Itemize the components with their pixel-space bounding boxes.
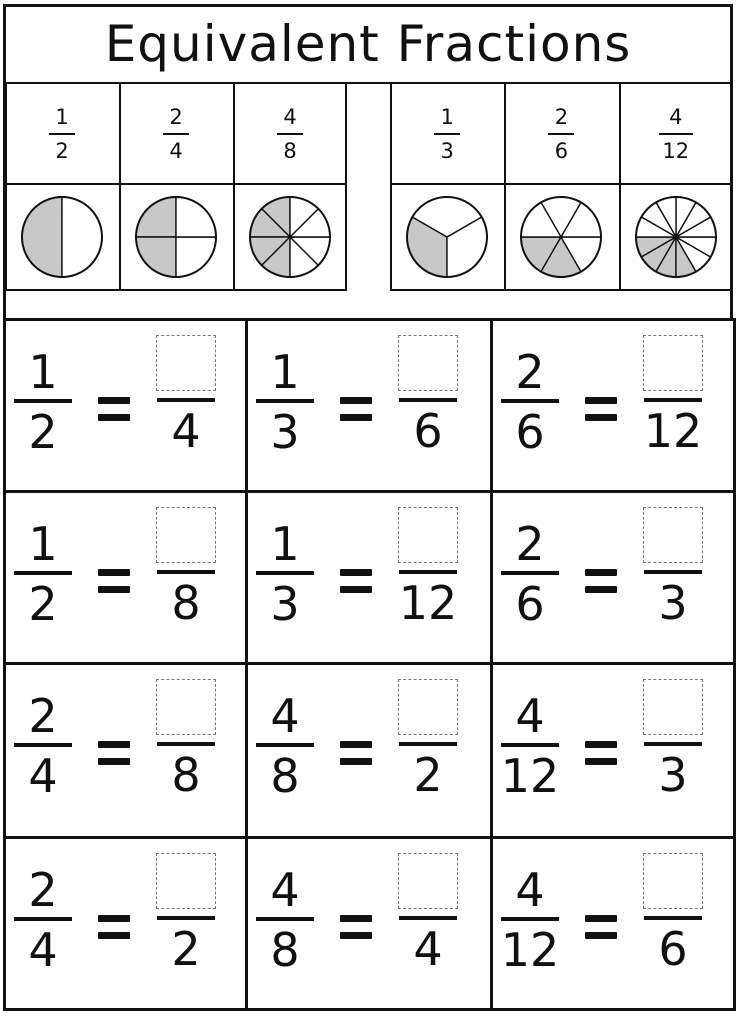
given-fraction bbox=[253, 345, 317, 459]
rule-line bbox=[390, 289, 733, 291]
equals-sign bbox=[98, 397, 130, 421]
denominator: 8 bbox=[171, 748, 201, 802]
rule-line bbox=[390, 183, 733, 185]
rule-line bbox=[119, 82, 121, 291]
given-fraction bbox=[11, 689, 75, 803]
answer-box[interactable] bbox=[643, 335, 703, 391]
fraction-bar bbox=[157, 916, 215, 920]
rule-line bbox=[5, 289, 347, 291]
rule-line bbox=[3, 82, 733, 84]
rule-line bbox=[345, 82, 347, 291]
answer-fraction bbox=[641, 507, 705, 630]
equals-sign bbox=[340, 915, 372, 939]
fraction-bar bbox=[14, 917, 72, 921]
fraction-bar bbox=[256, 399, 314, 403]
denominator: 8 bbox=[171, 576, 201, 630]
rule-line bbox=[3, 318, 733, 321]
answer-fraction bbox=[641, 853, 705, 976]
denominator: 3 bbox=[658, 748, 688, 802]
equivalence-problem bbox=[493, 493, 733, 662]
rule-line bbox=[3, 836, 733, 839]
equivalence-problem bbox=[493, 839, 733, 1008]
given-fraction bbox=[498, 689, 562, 803]
rule-line bbox=[3, 662, 733, 665]
numerator: 4 bbox=[283, 105, 297, 129]
fraction-bar bbox=[157, 742, 215, 746]
given-fraction bbox=[11, 517, 75, 631]
denominator: 8 bbox=[270, 923, 300, 977]
denominator: 12 bbox=[500, 923, 560, 977]
equals-sign bbox=[98, 569, 130, 593]
given-fraction bbox=[253, 689, 317, 803]
denominator: 4 bbox=[413, 922, 443, 976]
fraction-bar bbox=[163, 133, 189, 135]
rule-line bbox=[3, 490, 733, 493]
fraction-bar bbox=[659, 133, 693, 135]
answer-fraction bbox=[396, 507, 460, 630]
fraction-bar bbox=[644, 742, 702, 746]
denominator: 4 bbox=[171, 404, 201, 458]
rule-line bbox=[504, 82, 506, 291]
rule-line bbox=[731, 82, 733, 291]
answer-box[interactable] bbox=[398, 853, 458, 909]
numerator: 1 bbox=[55, 105, 69, 129]
given-fraction bbox=[253, 517, 317, 631]
answer-box[interactable] bbox=[156, 507, 216, 563]
answer-box[interactable] bbox=[398, 679, 458, 735]
answer-box[interactable] bbox=[398, 335, 458, 391]
denominator: 2 bbox=[28, 405, 58, 459]
answer-box[interactable] bbox=[643, 679, 703, 735]
fraction-circle-model bbox=[404, 194, 490, 280]
given-fraction bbox=[253, 863, 317, 977]
fraction-bar bbox=[501, 743, 559, 747]
fraction-bar bbox=[256, 743, 314, 747]
equivalence-problem bbox=[6, 321, 245, 490]
numerator: 2 bbox=[515, 517, 545, 571]
fraction-circle-model bbox=[633, 194, 719, 280]
denominator: 6 bbox=[515, 405, 545, 459]
answer-fraction bbox=[641, 335, 705, 458]
answer-box[interactable] bbox=[156, 853, 216, 909]
denominator: 6 bbox=[413, 404, 443, 458]
equals-sign bbox=[340, 741, 372, 765]
fraction-circle-model bbox=[247, 194, 333, 280]
answer-box[interactable] bbox=[643, 507, 703, 563]
equals-sign bbox=[585, 915, 617, 939]
fraction-bar bbox=[399, 398, 457, 402]
denominator: 2 bbox=[413, 748, 443, 802]
answer-box[interactable] bbox=[643, 853, 703, 909]
equivalence-problem bbox=[248, 839, 490, 1008]
fraction-bar bbox=[399, 570, 457, 574]
equals-sign bbox=[98, 915, 130, 939]
denominator: 4 bbox=[28, 749, 58, 803]
fraction-bar bbox=[644, 570, 702, 574]
answer-box[interactable] bbox=[156, 679, 216, 735]
numerator: 2 bbox=[28, 689, 58, 743]
numerator: 1 bbox=[270, 345, 300, 399]
fraction-bar bbox=[157, 570, 215, 574]
denominator: 3 bbox=[270, 577, 300, 631]
reference-fraction bbox=[156, 107, 196, 162]
numerator: 1 bbox=[28, 345, 58, 399]
answer-fraction bbox=[154, 853, 218, 976]
denominator: 2 bbox=[28, 577, 58, 631]
fraction-bar bbox=[14, 399, 72, 403]
answer-fraction bbox=[154, 507, 218, 630]
rule-line bbox=[619, 82, 621, 291]
numerator: 4 bbox=[669, 105, 683, 129]
equivalence-problem bbox=[248, 493, 490, 662]
denominator: 3 bbox=[270, 405, 300, 459]
numerator: 2 bbox=[169, 105, 183, 129]
numerator: 1 bbox=[440, 105, 454, 129]
denominator: 12 bbox=[398, 576, 458, 630]
numerator: 4 bbox=[515, 689, 545, 743]
equivalence-problem bbox=[248, 321, 490, 490]
denominator: 6 bbox=[658, 922, 688, 976]
answer-fraction bbox=[396, 335, 460, 458]
answer-fraction bbox=[154, 679, 218, 802]
equals-sign bbox=[585, 741, 617, 765]
fraction-bar bbox=[14, 571, 72, 575]
given-fraction bbox=[498, 863, 562, 977]
numerator: 4 bbox=[270, 689, 300, 743]
denominator: 12 bbox=[500, 749, 560, 803]
rule-line bbox=[245, 318, 248, 1011]
rule-line bbox=[3, 318, 6, 1011]
reference-fraction bbox=[270, 107, 310, 162]
denominator: 8 bbox=[270, 749, 300, 803]
denominator: 12 bbox=[662, 139, 690, 163]
given-fraction bbox=[498, 517, 562, 631]
equivalence-problem bbox=[493, 321, 733, 490]
reference-fraction bbox=[541, 107, 581, 162]
fraction-circle-model bbox=[518, 194, 604, 280]
worksheet-title: Equivalent Fractions bbox=[104, 15, 632, 73]
equals-sign bbox=[585, 397, 617, 421]
denominator: 6 bbox=[554, 139, 569, 163]
fraction-bar bbox=[256, 917, 314, 921]
rule-line bbox=[5, 183, 347, 185]
answer-fraction bbox=[641, 679, 705, 802]
denominator: 2 bbox=[171, 922, 201, 976]
fraction-circle-model bbox=[133, 194, 219, 280]
equals-sign bbox=[98, 741, 130, 765]
equivalence-problem bbox=[6, 839, 245, 1008]
equivalence-problem bbox=[248, 665, 490, 836]
shaded-slice bbox=[22, 197, 62, 277]
numerator: 2 bbox=[554, 105, 569, 129]
fraction-bar bbox=[434, 133, 460, 135]
fraction-bar bbox=[548, 133, 574, 135]
denominator: 12 bbox=[643, 404, 703, 458]
given-fraction bbox=[498, 345, 562, 459]
denominator: 3 bbox=[658, 576, 688, 630]
fraction-bar bbox=[644, 398, 702, 402]
answer-box[interactable] bbox=[156, 335, 216, 391]
fraction-bar bbox=[49, 133, 75, 135]
reference-fraction bbox=[42, 107, 82, 162]
fraction-bar bbox=[644, 916, 702, 920]
numerator: 4 bbox=[515, 863, 545, 917]
fraction-bar bbox=[14, 743, 72, 747]
numerator: 1 bbox=[28, 517, 58, 571]
answer-fraction bbox=[396, 679, 460, 802]
rule-line bbox=[233, 82, 235, 291]
given-fraction bbox=[11, 863, 75, 977]
answer-box[interactable] bbox=[398, 507, 458, 563]
rule-line bbox=[490, 318, 493, 1011]
fraction-bar bbox=[501, 917, 559, 921]
rule-line bbox=[3, 4, 733, 7]
rule-line bbox=[5, 82, 7, 291]
numerator: 4 bbox=[270, 863, 300, 917]
equivalence-problem bbox=[493, 665, 733, 836]
denominator: 3 bbox=[440, 139, 454, 163]
fraction-bar bbox=[399, 742, 457, 746]
equals-sign bbox=[340, 569, 372, 593]
equals-sign bbox=[585, 569, 617, 593]
denominator: 4 bbox=[169, 139, 183, 163]
fraction-circle-model bbox=[19, 194, 105, 280]
numerator: 2 bbox=[28, 863, 58, 917]
denominator: 8 bbox=[283, 139, 297, 163]
reference-fraction bbox=[656, 107, 696, 162]
answer-fraction bbox=[396, 853, 460, 976]
fraction-bar bbox=[501, 399, 559, 403]
fraction-bar bbox=[501, 571, 559, 575]
numerator: 1 bbox=[270, 517, 300, 571]
denominator: 4 bbox=[28, 923, 58, 977]
denominator: 2 bbox=[55, 139, 69, 163]
fraction-bar bbox=[256, 571, 314, 575]
rule-line bbox=[390, 82, 392, 291]
numerator: 2 bbox=[515, 345, 545, 399]
equivalence-problem bbox=[6, 493, 245, 662]
equals-sign bbox=[340, 397, 372, 421]
fraction-bar bbox=[157, 398, 215, 402]
given-fraction bbox=[11, 345, 75, 459]
answer-fraction bbox=[154, 335, 218, 458]
rule-line bbox=[3, 1008, 733, 1011]
denominator: 6 bbox=[515, 577, 545, 631]
slice bbox=[62, 197, 102, 277]
equivalence-problem bbox=[6, 665, 245, 836]
reference-fraction bbox=[427, 107, 467, 162]
fraction-bar bbox=[277, 133, 303, 135]
fraction-bar bbox=[399, 916, 457, 920]
